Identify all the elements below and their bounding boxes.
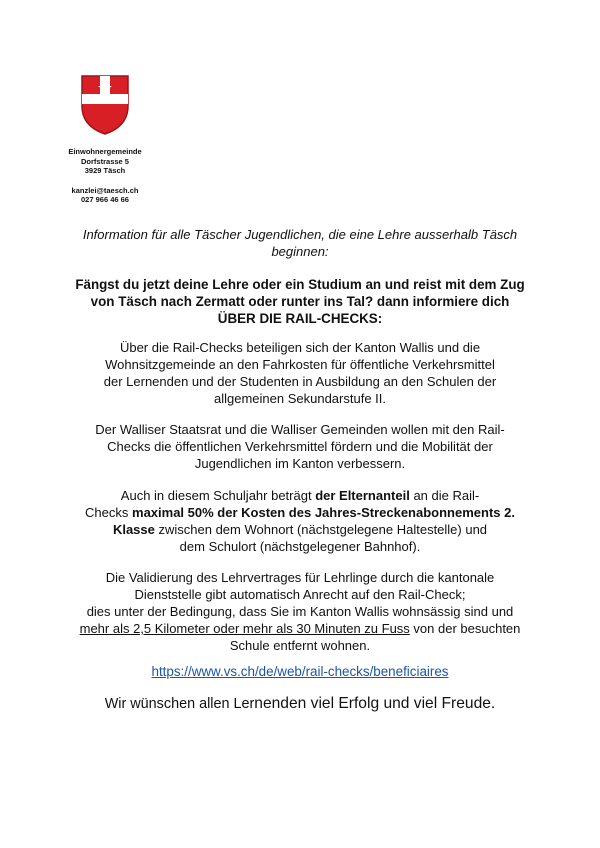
paragraph-line bbox=[40, 504, 560, 521]
paragraph-line: Schule entfernt wohnen. bbox=[229, 638, 371, 653]
paragraph-line bbox=[40, 620, 560, 637]
headline-line: Fängst du jetzt deine Lehre oder ein Studium an und reist mit dem Zug bbox=[75, 277, 525, 292]
paragraph-line: der Lernenden und der Studenten in Ausbildung an den Schulen der bbox=[103, 374, 497, 389]
underlined-text: mehr als 2,5 Kilometer oder mehr als 30 Minuten zu Fuss bbox=[79, 621, 410, 636]
paragraph-line bbox=[40, 487, 560, 504]
text-run: an die Rail- bbox=[409, 488, 480, 503]
text-run: von der besuchten bbox=[409, 621, 521, 636]
email-address: kanzlei@taesch.ch bbox=[71, 185, 139, 195]
paragraph-line: Checks die öffentlichen Verkehrsmittel fördern und die Mobilität der bbox=[107, 439, 493, 454]
text-run: nenden viel Erfolg und viel Freude. bbox=[254, 695, 496, 712]
intro-line: beginnen: bbox=[271, 244, 329, 259]
paragraph-line: Die Validierung des Lehrvertrages für Lehrlinge durch die kantonale bbox=[105, 570, 495, 585]
headline bbox=[40, 276, 560, 327]
rail-checks-link[interactable]: https://www.vs.ch/de/web/rail-checks/beneficiaires bbox=[151, 664, 449, 679]
paragraph-eligibility bbox=[40, 569, 560, 654]
address-line: Einwohnergemeinde bbox=[68, 147, 142, 156]
emphasis-text: maximal 50% der Kosten des Jahres-Streckenabonnements 2. bbox=[132, 505, 515, 520]
paragraph-line: Jugendlichen im Kanton verbessern. bbox=[194, 456, 406, 471]
paragraph-line: dies unter der Bedingung, dass Sie im Kanton Wallis wohnsässig sind und bbox=[86, 604, 514, 619]
closing-line bbox=[40, 694, 560, 714]
paragraph-purpose bbox=[40, 421, 560, 472]
text-run: Auch in diesem Schuljahr beträgt bbox=[120, 488, 316, 503]
intro-line: Information für alle Täscher Jugendlichen, die eine Lehre ausserhalb Täsch bbox=[82, 227, 518, 242]
paragraph-line: Über die Rail-Checks beteiligen sich der Kanton Wallis und die bbox=[119, 340, 481, 355]
paragraph-line: Dienststelle gibt automatisch Anrecht auf den Rail-Check; bbox=[134, 587, 466, 602]
headline-line: ÜBER DIE RAIL-CHECKS: bbox=[217, 311, 383, 326]
emphasis-text: Klasse bbox=[112, 522, 155, 537]
paragraph-line: dem Schulort (nächstgelegener Bahnhof). bbox=[179, 539, 421, 554]
paragraph-rail-checks-intro bbox=[40, 339, 560, 407]
phone-number: 027 966 46 66 bbox=[81, 195, 129, 204]
paragraph-line bbox=[40, 521, 560, 538]
emphasis-text: der Elternanteil bbox=[315, 488, 410, 503]
address-line: 3929 Täsch bbox=[84, 166, 126, 175]
text-run: Wir wünschen allen Ler bbox=[104, 696, 255, 712]
intro-text bbox=[40, 226, 560, 260]
municipal-coat-of-arms-icon bbox=[80, 74, 130, 136]
headline-line: von Täsch nach Zermatt oder runter ins Tal? dann informiere dich bbox=[90, 294, 510, 309]
paragraph-line: Wohnsitzgemeinde an den Fahrkosten für öffentliche Verkehrsmittel bbox=[105, 357, 495, 372]
paragraph-line: Der Walliser Staatsrat und die Walliser Gemeinden wollen mit den Rail- bbox=[95, 422, 505, 437]
text-run: zwischen dem Wohnort (nächstgelegene Haltestelle) und bbox=[154, 522, 488, 537]
address-line: Dorfstrasse 5 bbox=[81, 156, 129, 166]
paragraph-line: allgemeinen Sekundarstufe II. bbox=[214, 391, 386, 406]
letterhead-address bbox=[60, 147, 150, 205]
paragraph-parent-share bbox=[40, 487, 560, 555]
text-run: Checks bbox=[85, 505, 133, 520]
